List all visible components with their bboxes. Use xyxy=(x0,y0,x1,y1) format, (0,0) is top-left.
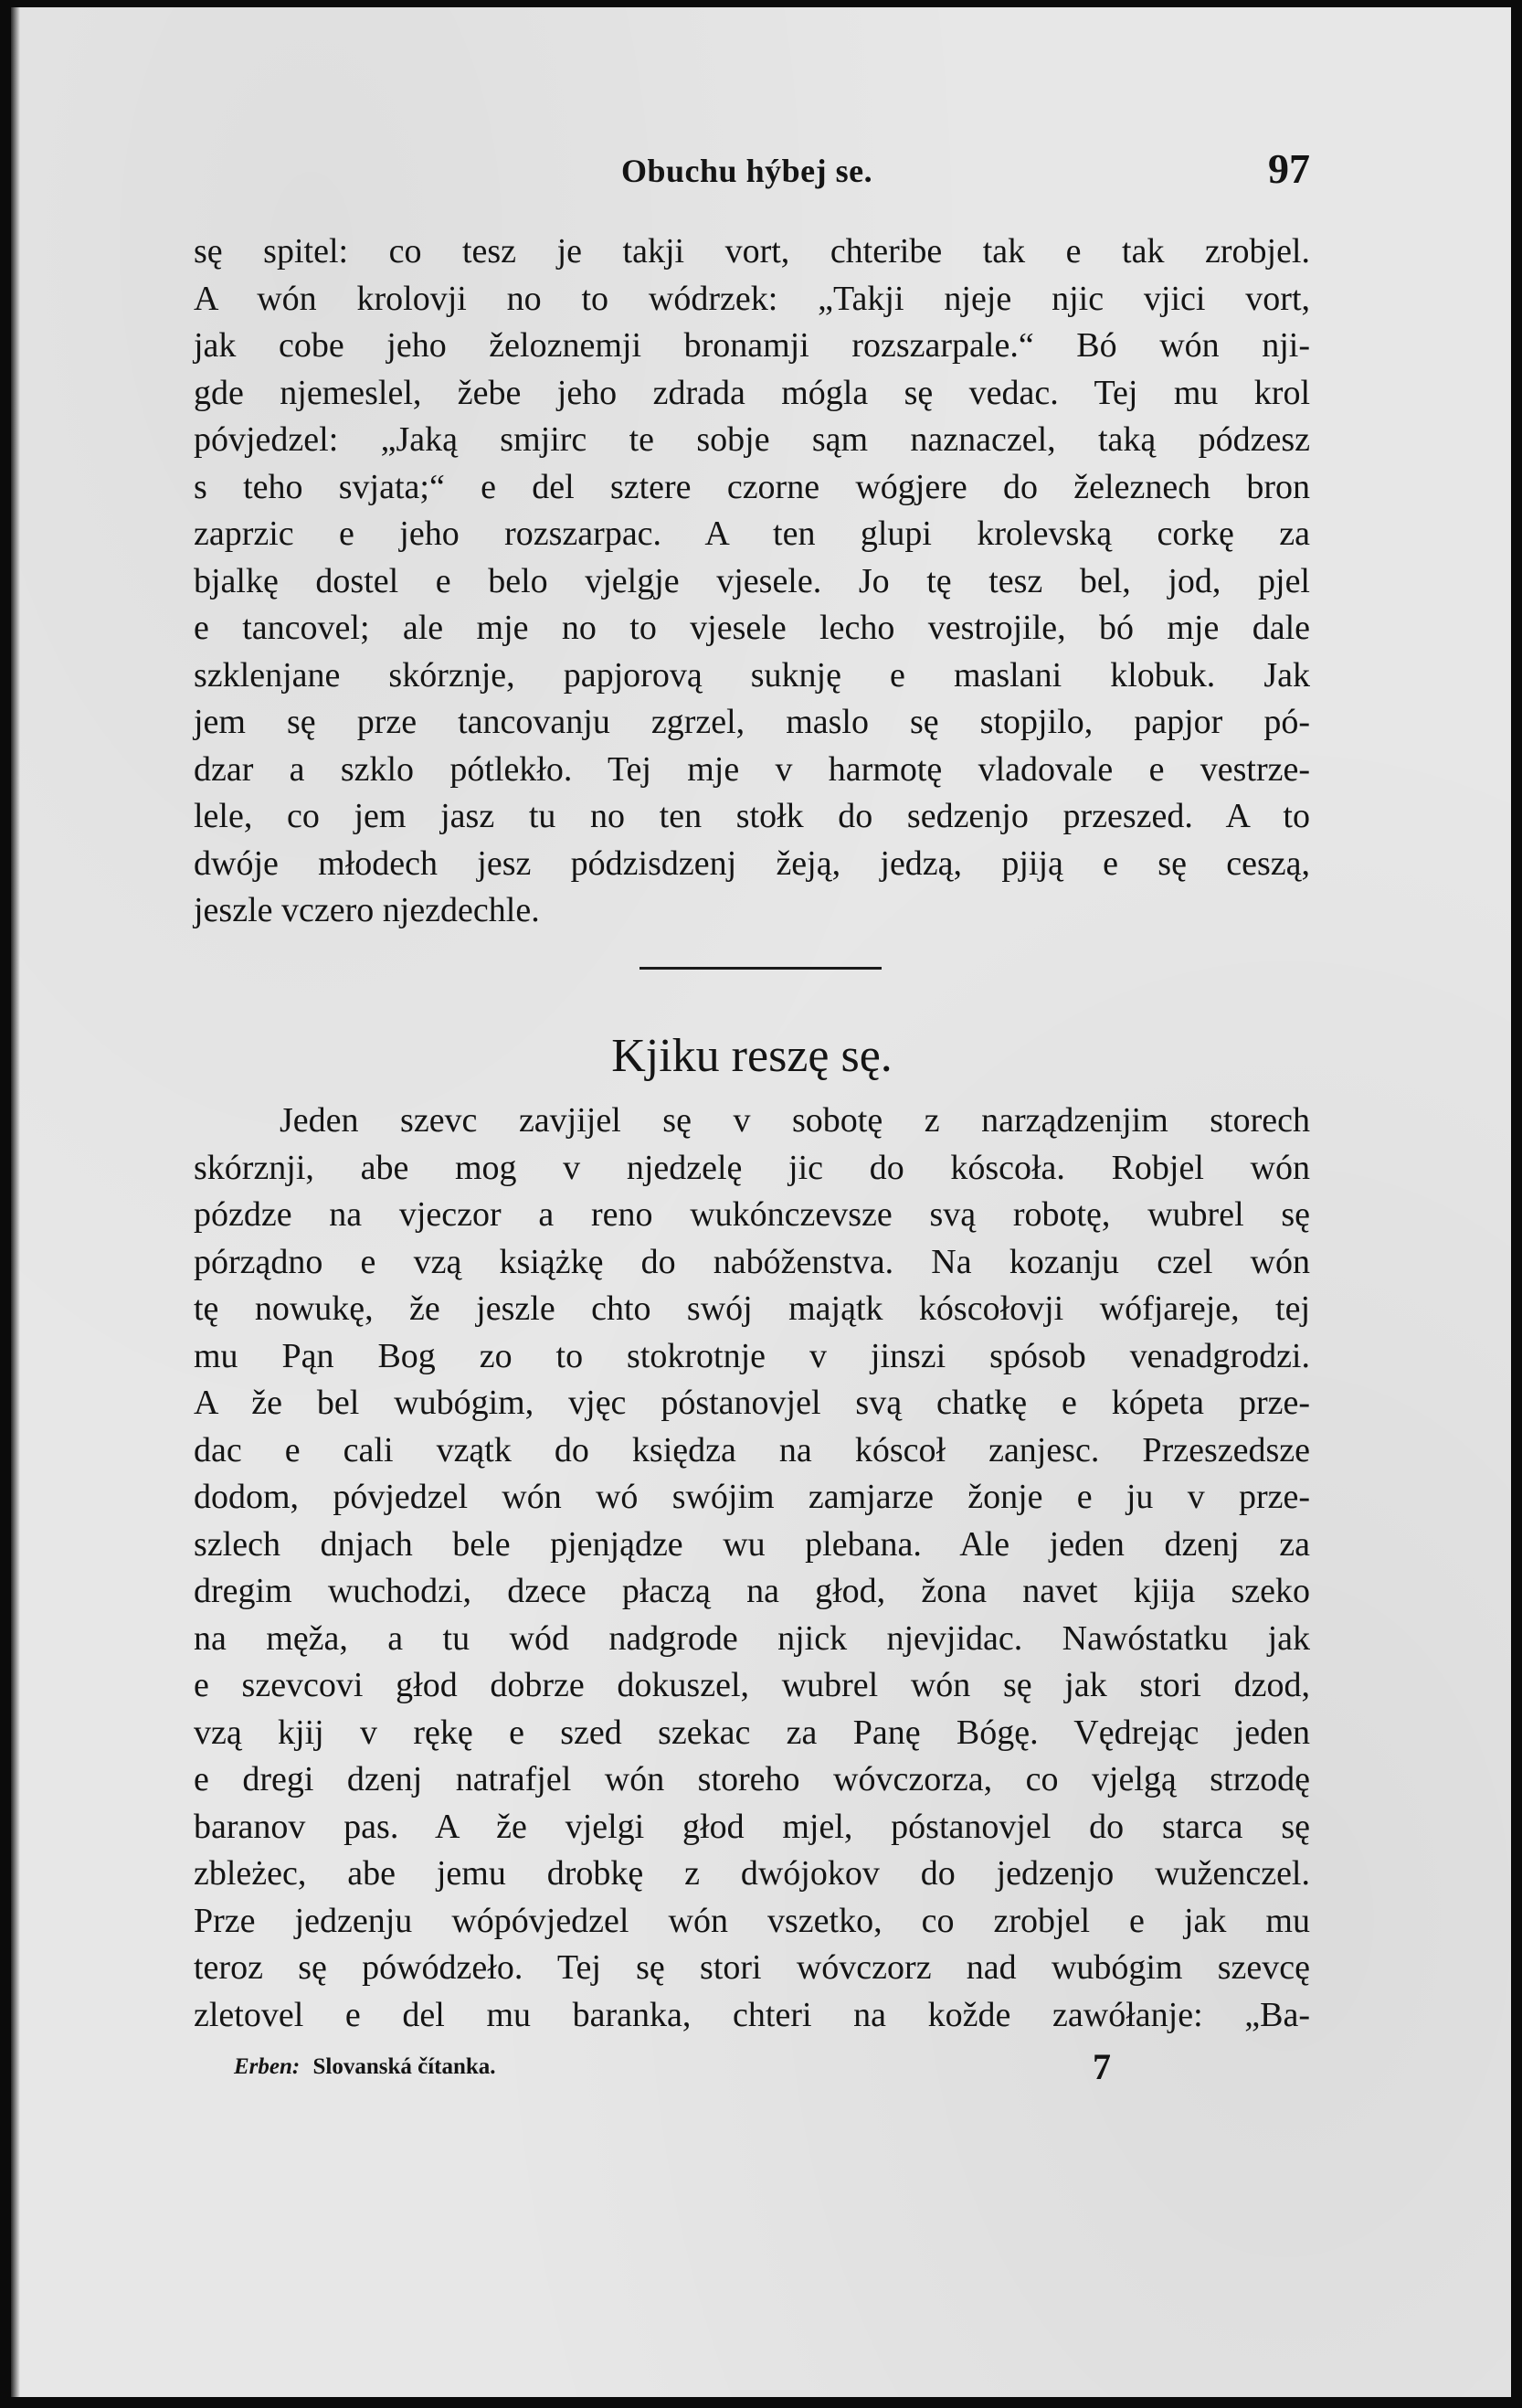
text-line: dodom, póvjedzel wón wó swójim zamjarze žonje e ju v prze- xyxy=(194,1478,1310,1516)
text-line: zaprzic e jeho rozszarpac. A ten glupi krolevską corkę za xyxy=(194,514,1310,553)
text-line: zbleżec, abe jemu drobkę z dwójokov do jedzenjo wuženczel. xyxy=(194,1854,1310,1893)
section-divider xyxy=(639,967,882,970)
text-line: na męža, a tu wód nadgrode njick njevjidac. Nawóstatku jak xyxy=(194,1618,1310,1658)
text-line: vzą kjij v rękę e szed szekac za Panę Bógę. Vędrejąc jeden xyxy=(194,1713,1310,1752)
text-line: szlech dnjach bele pjenjądze wu plebana. Ale jeden dzenj za xyxy=(194,1524,1310,1564)
text-line: skórznji, abe mog v njedzelę jic do kóscoła. Robjel wón xyxy=(194,1148,1310,1187)
story-paragraph xyxy=(194,1098,1310,2039)
text-line: sę spitel: co tesz je takji vort, chteribe tak e tak zrobjel. xyxy=(194,232,1310,271)
text-line: e dregi dzenj natrafjel wón storeho wóvczorza, co vjelgą strzodę xyxy=(194,1760,1310,1798)
book-page xyxy=(11,7,1511,2397)
running-title: Obuchu hýbej se. xyxy=(621,153,873,189)
text-line: teroz sę pówódzeło. Tej sę stori wóvczorz nad wubógim szevcę xyxy=(194,1948,1310,1987)
text-line: gde njemeslel, žebe jeho zdrada mógla sę vedac. Tej mu krol xyxy=(194,373,1310,412)
text-line: bjalkę dostel e belo vjelgje vjesele. Jo tę tesz bel, jod, pjel xyxy=(194,561,1310,600)
text-line: jak cobe jeho želoznemji bronamji rozszarpale.“ Bó wón nji- xyxy=(194,326,1310,365)
text-line: szklenjane skórznje, papjorovą suknję e maslani klobuk. Jak xyxy=(194,655,1310,695)
paragraph-continued xyxy=(194,228,1310,935)
text-line: jeszle vczero njezdechle. xyxy=(194,891,540,929)
text-line: pózdze na vjeczor a reno wukónczevsze svą robotę, wubrel sę xyxy=(194,1195,1310,1234)
text-line: pórządno e vzą książkę do nabóženstva. Na kozanju czel wón xyxy=(194,1242,1310,1281)
text-line: Jeden szevc zavjijel sę v sobotę z narządzenjim storech xyxy=(280,1101,1310,1140)
section-title: Kjiku reszę sę. xyxy=(611,1030,893,1082)
page-edge-shadow xyxy=(11,7,20,2397)
page-header xyxy=(194,144,1310,199)
text-line: dzar a szklo pótlekło. Tej mje v harmotę vladovale e vestrze- xyxy=(194,749,1310,789)
text-line: e szevcovi głod dobrze dokuszel, wubrel wón sę jak stori dzod, xyxy=(194,1666,1310,1704)
footer-signature xyxy=(234,2054,496,2080)
page-number: 97 xyxy=(1268,145,1310,192)
text-line: tę nowukę, že jeszle chto swój majątk kóscołovji wófjareje, tej xyxy=(194,1289,1310,1328)
text-line: lele, co jem jasz tu no ten stołk do sedzenjo przeszed. A to xyxy=(194,797,1310,835)
text-line: A wón krolovji no to wódrzek: „Takji njeje njic vjici vort, xyxy=(194,279,1310,318)
text-line: Prze jedzenju wópóvjedzel wón vszetko, co zrobjel e jak mu xyxy=(194,1901,1310,1940)
text-line: jem sę prze tancovanju zgrzel, maslo sę stopjilo, papjor pó- xyxy=(194,703,1310,741)
text-line: e tancovel; ale mje no to vjesele lecho vestrojile, bó mje dale xyxy=(194,609,1310,647)
footer-author: Erben: xyxy=(234,2054,301,2079)
text-line: s teho svjata;“ e del sztere czorne wógjere do železnech bron xyxy=(194,467,1310,506)
sheet-number: 7 xyxy=(1093,2046,1111,2087)
text-line: dac e cali vzątk do księdza na kóscoł zanjesc. Przeszedsze xyxy=(194,1430,1310,1469)
page-footer xyxy=(234,2046,1147,2095)
text-line: dregim wuchodzi, dzece płaczą na głod, žona navet kjija szeko xyxy=(194,1572,1310,1610)
text-line: zletovel e del mu baranka, chteri na kožde zawółanje: „Ba- xyxy=(194,1995,1310,2034)
text-line: A že bel wubógim, vjęc póstanovjel svą chatkę e kópeta prze- xyxy=(194,1384,1310,1422)
text-line: mu Pąn Bog zo to stokrotnje v jinszi spósob venadgrodzi. xyxy=(194,1336,1310,1375)
footer-book-title: Slovanská čítanka. xyxy=(312,2054,496,2079)
text-line: dwóje młodech jesz pódzisdzenj žeją, jedzą, pjiją e sę ceszą, xyxy=(194,843,1310,883)
text-line: baranov pas. A že vjelgi głod mjel, póstanovjel do starca sę xyxy=(194,1807,1310,1846)
text-line: póvjedzel: „Jaką smjirc te sobje sąm naznaczel, taką pódzesz xyxy=(194,420,1310,459)
